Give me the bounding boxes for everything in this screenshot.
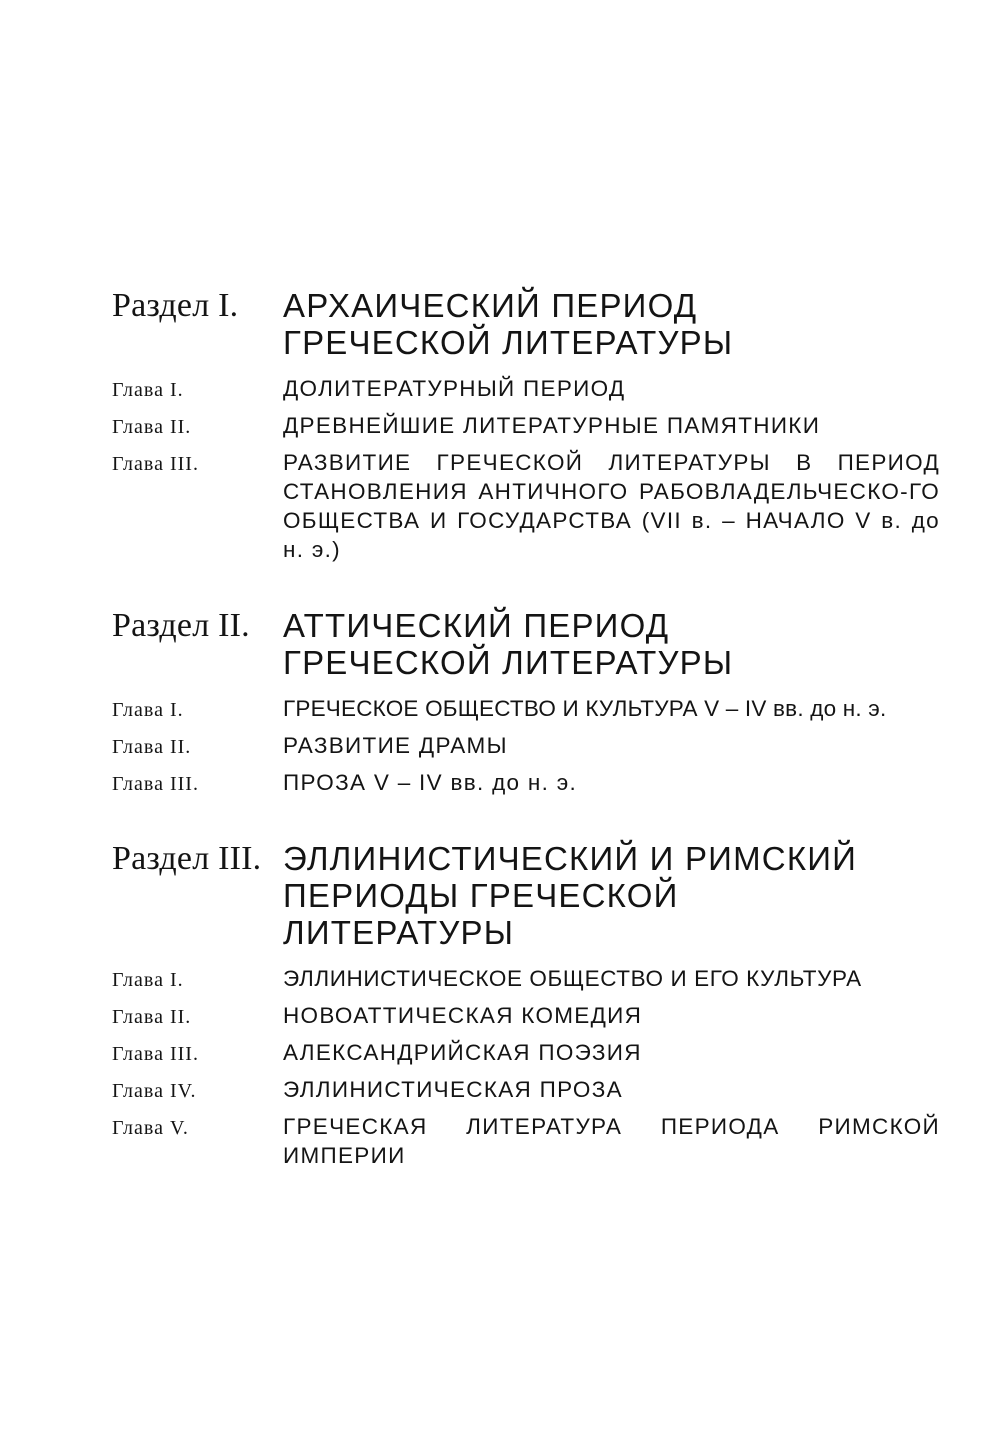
chapter-label: Глава III. [112,773,199,795]
chapter-label: Глава V. [112,1117,189,1139]
chapter-title: ГРЕЧЕСКОЕ ОБЩЕСТВО И КУЛЬТУРА V – IV вв. до н. э. [283,696,887,721]
chapter-label: Глава II. [112,416,192,438]
section-title: АТТИЧЕСКИЙ ПЕРИОД ГРЕЧЕСКОЙ ЛИТЕРАТУРЫ [283,607,734,681]
section-title: ЭЛЛИНИСТИЧЕСКИЙ И РИМСКИЙ ПЕРИОДЫ ГРЕЧЕСКОЙ ЛИТЕРАТУРЫ [283,840,858,951]
section-1 [0,287,1000,571]
chapter-title: ЭЛЛИНИСТИЧЕСКАЯ ПРОЗА [283,1077,623,1102]
chapter-entry [0,1001,1000,1031]
chapter-title: ДОЛИТЕРАТУРНЫЙ ПЕРИОД [283,376,626,401]
section-3 [0,840,1000,1177]
section-heading [0,287,1000,361]
section-heading [0,840,1000,951]
chapter-label: Глава III. [112,1043,199,1065]
chapter-list [0,964,1000,1170]
chapter-label: Глава I. [112,969,184,991]
chapter-title: ЭЛЛИНИСТИЧЕСКОЕ ОБЩЕСТВО И ЕГО КУЛЬТУРА [283,966,862,991]
chapter-entry [0,374,1000,404]
chapter-label: Глава I. [112,379,184,401]
chapter-list [0,374,1000,564]
chapter-title: ПРОЗА V – IV вв. до н. э. [283,770,578,795]
section-label: Раздел I. [112,287,239,324]
section-2 [0,607,1000,805]
section-title: АРХАИЧЕСКИЙ ПЕРИОД ГРЕЧЕСКОЙ ЛИТЕРАТУРЫ [283,287,734,361]
chapter-title: РАЗВИТИЕ ГРЕЧЕСКОЙ ЛИТЕРАТУРЫ В ПЕРИОД СТАНОВЛЕНИЯ АНТИЧНОГО РАБОВЛАДЕЛЬЧЕСКО-ГО ОБЩЕСТВА И ГОСУДАРСТВА (VII в. – НАЧАЛО V в. до н. э.) [283,450,940,562]
chapter-entry [0,1038,1000,1068]
chapter-list [0,694,1000,798]
chapter-label: Глава IV. [112,1080,197,1102]
section-label: Раздел II. [112,607,250,644]
chapter-title: ДРЕВНЕЙШИЕ ЛИТЕРАТУРНЫЕ ПАМЯТНИКИ [283,413,821,438]
chapter-title: РАЗВИТИЕ ДРАМЫ [283,733,508,758]
chapter-entry [0,448,1000,564]
chapter-entry [0,964,1000,994]
section-heading [0,607,1000,681]
chapter-title: АЛЕКСАНДРИЙСКАЯ ПОЭЗИЯ [283,1040,642,1065]
chapter-entry [0,731,1000,761]
chapter-title: ГРЕЧЕСКАЯ ЛИТЕРАТУРА ПЕРИОДА РИМСКОЙ ИМПЕРИИ [283,1114,940,1168]
chapter-entry [0,411,1000,441]
chapter-label: Глава II. [112,1006,192,1028]
chapter-entry [0,1075,1000,1105]
chapter-entry [0,1112,1000,1170]
chapter-entry [0,768,1000,798]
chapter-entry [0,694,1000,724]
chapter-title: НОВОАТТИЧЕСКАЯ КОМЕДИЯ [283,1003,643,1028]
chapter-label: Глава III. [112,453,199,475]
chapter-label: Глава I. [112,699,184,721]
section-label: Раздел III. [112,840,262,877]
chapter-label: Глава II. [112,736,192,758]
